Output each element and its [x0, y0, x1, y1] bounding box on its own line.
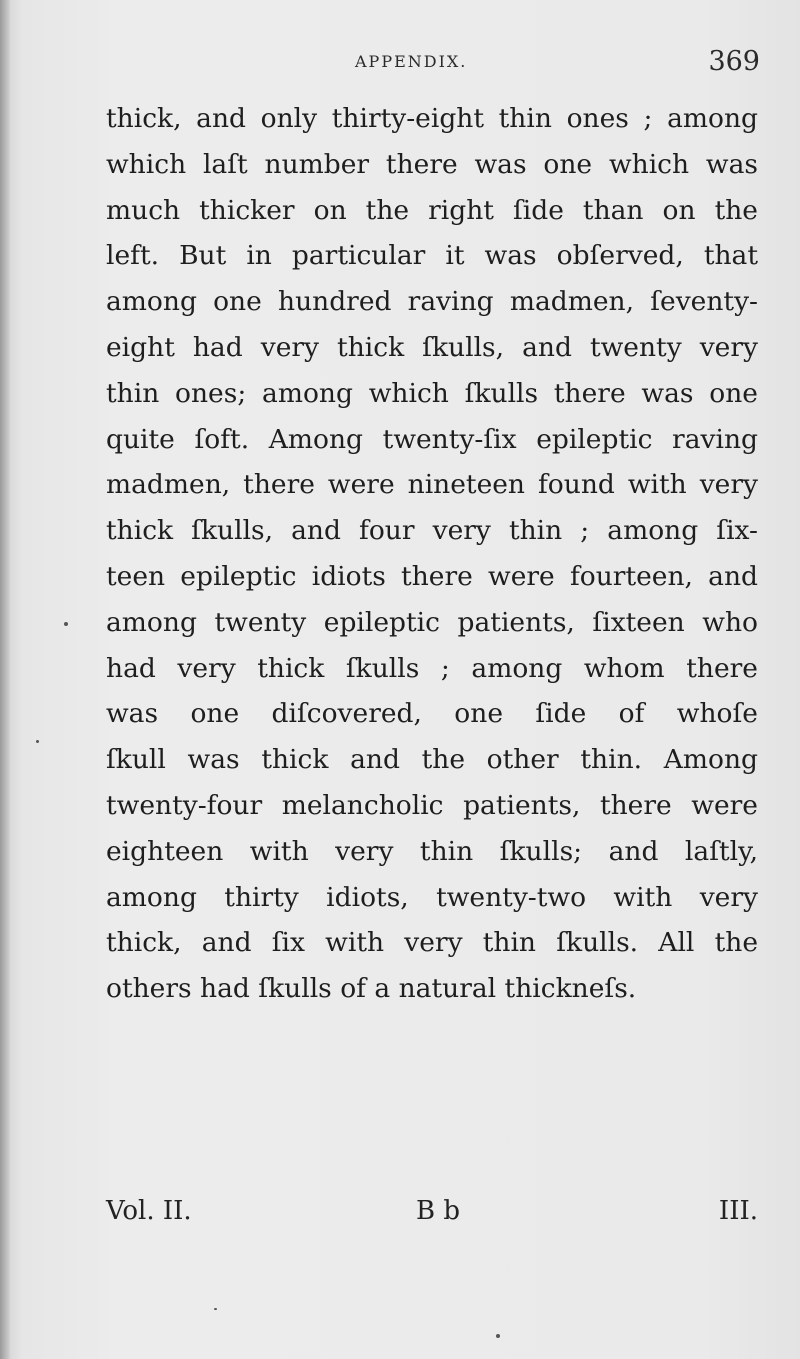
text-line: had very thick ſkulls ; among whom there [106, 652, 758, 684]
text-line: thick, and ſix with very thin ſkulls. All the [106, 927, 758, 959]
signature-mark: B b [416, 1196, 461, 1226]
ink-speck [496, 1334, 500, 1338]
page-number: 369 [708, 46, 760, 77]
text-line: thin ones; among which ſkulls there was one [106, 377, 758, 409]
ink-speck [36, 740, 39, 743]
gathering-number: III. [718, 1196, 758, 1226]
text-line: eight had very thick ſkulls, and twenty very [106, 331, 758, 363]
text-line: much thicker on the right ſide than on the [106, 194, 758, 226]
text-line: twenty-four melancholic patients, there were [106, 789, 758, 821]
text-line: which laſt number there was one which was [106, 148, 758, 180]
text-line: thick, and only thirty-eight thin ones ; among [106, 103, 758, 134]
text-line: quite ſoft. Among twenty-ſix epileptic raving [106, 423, 758, 455]
running-head: APPENDIX. [355, 52, 468, 71]
body-text [106, 96, 758, 1012]
text-line: among one hundred raving madmen, ſeventy- [106, 286, 758, 318]
page-binding-edge [0, 0, 10, 1359]
text-line: others had ſkulls of a natural thickneſs. [106, 973, 637, 1005]
text-line: among thirty idiots, twenty-two with very [106, 881, 758, 913]
volume-label: Vol. II. [106, 1196, 192, 1226]
page-footer [106, 1196, 758, 1232]
text-line: teen epileptic idiots there were fourteen, and [106, 560, 758, 592]
text-line: thick ſkulls, and four very thin ; among ſix- [106, 515, 758, 547]
text-line: madmen, there were nineteen found with very [106, 469, 758, 501]
text-line: ſkull was thick and the other thin. Among [106, 744, 758, 776]
page-header [0, 46, 800, 82]
text-line: left. But in particular it was obſerved, that [106, 240, 758, 272]
ink-speck [214, 1308, 217, 1310]
text-line: was one diſcovered, one ſide of whoſe [106, 698, 758, 730]
ink-speck [64, 622, 68, 626]
text-line: eighteen with very thin ſkulls; and laſtly, [106, 835, 758, 867]
text-line: among twenty epileptic patients, ſixteen who [106, 606, 758, 638]
